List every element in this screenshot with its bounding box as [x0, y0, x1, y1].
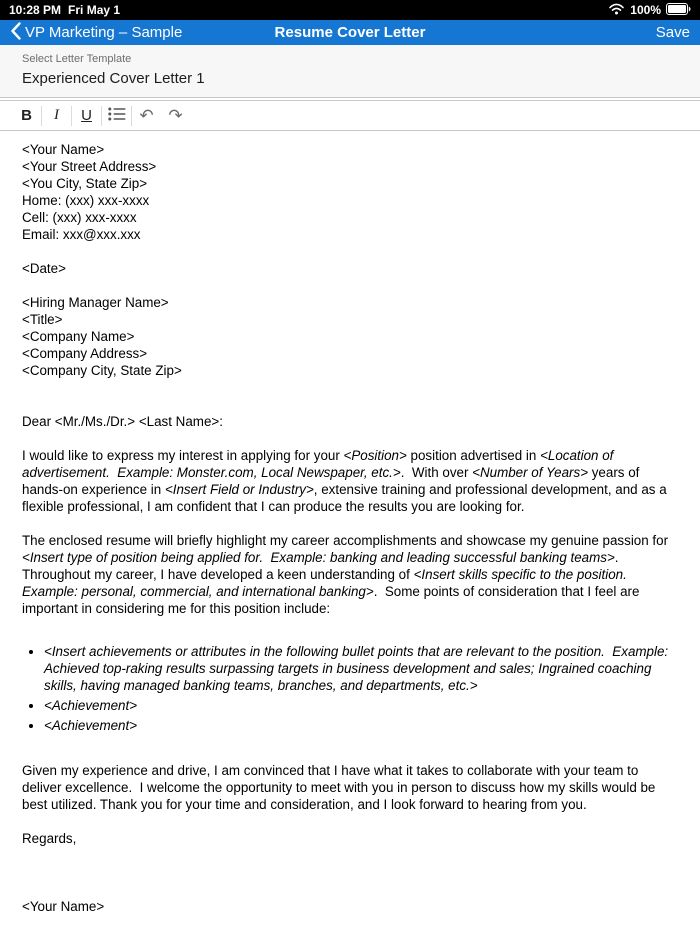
letter-blank-line: [22, 277, 678, 294]
letter-paragraph: <Your Street Address>: [22, 159, 157, 174]
letter-blank-line: [22, 379, 678, 413]
template-selector-value: Experienced Cover Letter 1: [22, 70, 205, 87]
letter-paragraph: Home: (xxx) xxx-xxxx: [22, 193, 150, 208]
bullet-list-button[interactable]: [102, 101, 131, 131]
letter-blank-line: [22, 617, 678, 643]
format-toolbar: [0, 100, 700, 131]
battery-icon: [666, 3, 691, 18]
letter-bullet-item: • <Achievement>: [44, 717, 678, 734]
letter-blank-line: [22, 847, 678, 898]
back-chevron-icon: [10, 22, 21, 44]
letter-paragraph: <Date>: [22, 261, 66, 276]
page-title: Resume Cover Letter: [274, 24, 426, 41]
letter-paragraph: <Company City, State Zip>: [22, 363, 182, 378]
status-right: [608, 3, 691, 18]
letter-paragraph: <Company Name>: [22, 329, 135, 344]
letter-bullet-list: [22, 643, 678, 734]
undo-button[interactable]: ↶: [139, 105, 154, 126]
letter-paragraph: I would like to express my interest in applying for your <Position> position advertised in <Location of advertisement. Example: Monster.com, Local Newspaper, etc.>. With over <Number of Years> years of hands-on experience in <Insert Field or Industry>, extensive training and professional development, and as a flexible professional, I am confident that I can produce the results you are looking for.: [22, 448, 671, 514]
bold-button[interactable]: B: [21, 107, 32, 124]
status-time: 10:28 PM: [9, 3, 62, 17]
letter-blank-line: [22, 737, 678, 763]
letter-blank-line: [22, 243, 678, 260]
letter-bullet-item: • <Insert achievements or attributes in the following bullet points that are relevant to the position. Example: Achieved top-raking results surpassing targets in business development and sales; Ingrained coaching skills, having managed banking teams, branches, and departments, etc.>: [44, 643, 678, 694]
wifi-icon: [608, 3, 625, 18]
status-bar: [0, 0, 700, 20]
letter-paragraph: <Hiring Manager Name>: [22, 295, 169, 310]
redo-button[interactable]: ↷: [168, 105, 183, 126]
letter-editor[interactable]: [0, 131, 700, 934]
letter-paragraph: The enclosed resume will briefly highlight my career accomplishments and showcase my genuine passion for <Insert type of position being applied for. Example: banking and leading successful banking teams>. Throughout my career, I have developed a keen understanding of <Insert skills specific to the position. Example: personal, commercial, and international banking>. Some points of consideration that I feel are important in considering me for this position include:: [22, 533, 672, 616]
letter-paragraph: <You City, State Zip>: [22, 176, 148, 191]
battery-percent: 100%: [630, 3, 661, 17]
letter-paragraph: Email: xxx@xxx.xxx: [22, 227, 141, 242]
letter-paragraph: <Your Name>: [22, 142, 105, 157]
bullet-list-icon: [108, 107, 126, 125]
save-button[interactable]: Save: [655, 24, 690, 41]
underline-button[interactable]: U: [81, 107, 92, 124]
letter-blank-line: [22, 813, 678, 830]
letter-paragraph: Dear <Mr./Ms./Dr.> <Last Name>:: [22, 414, 223, 429]
letter-paragraph: <Your Name>: [22, 899, 105, 914]
letter-paragraph: <Title>: [22, 312, 63, 327]
back-button-label: VP Marketing – Sample: [25, 24, 183, 41]
template-selector[interactable]: [0, 45, 700, 98]
template-selector-label: Select Letter Template: [22, 53, 132, 65]
letter-paragraph: Regards,: [22, 831, 77, 846]
letter-paragraph: <Company Address>: [22, 346, 148, 361]
italic-button[interactable]: I: [54, 107, 59, 123]
status-date: Fri May 1: [68, 3, 121, 17]
letter-blank-line: [22, 430, 678, 447]
status-left: [9, 3, 127, 17]
back-button[interactable]: [10, 22, 182, 44]
letter-bullet-item: • <Achievement>: [44, 697, 678, 714]
letter-blank-line: [22, 515, 678, 532]
letter-paragraph: Cell: (xxx) xxx-xxxx: [22, 210, 137, 225]
nav-bar: [0, 20, 700, 45]
letter-paragraph: Given my experience and drive, I am convinced that I have what it takes to collaborate with your team to deliver excellence. I welcome the opportunity to meet with you in person to discuss how my skills would be best utilized. Thank you for your time and consideration, and I look forward to hearing from you.: [22, 763, 660, 812]
